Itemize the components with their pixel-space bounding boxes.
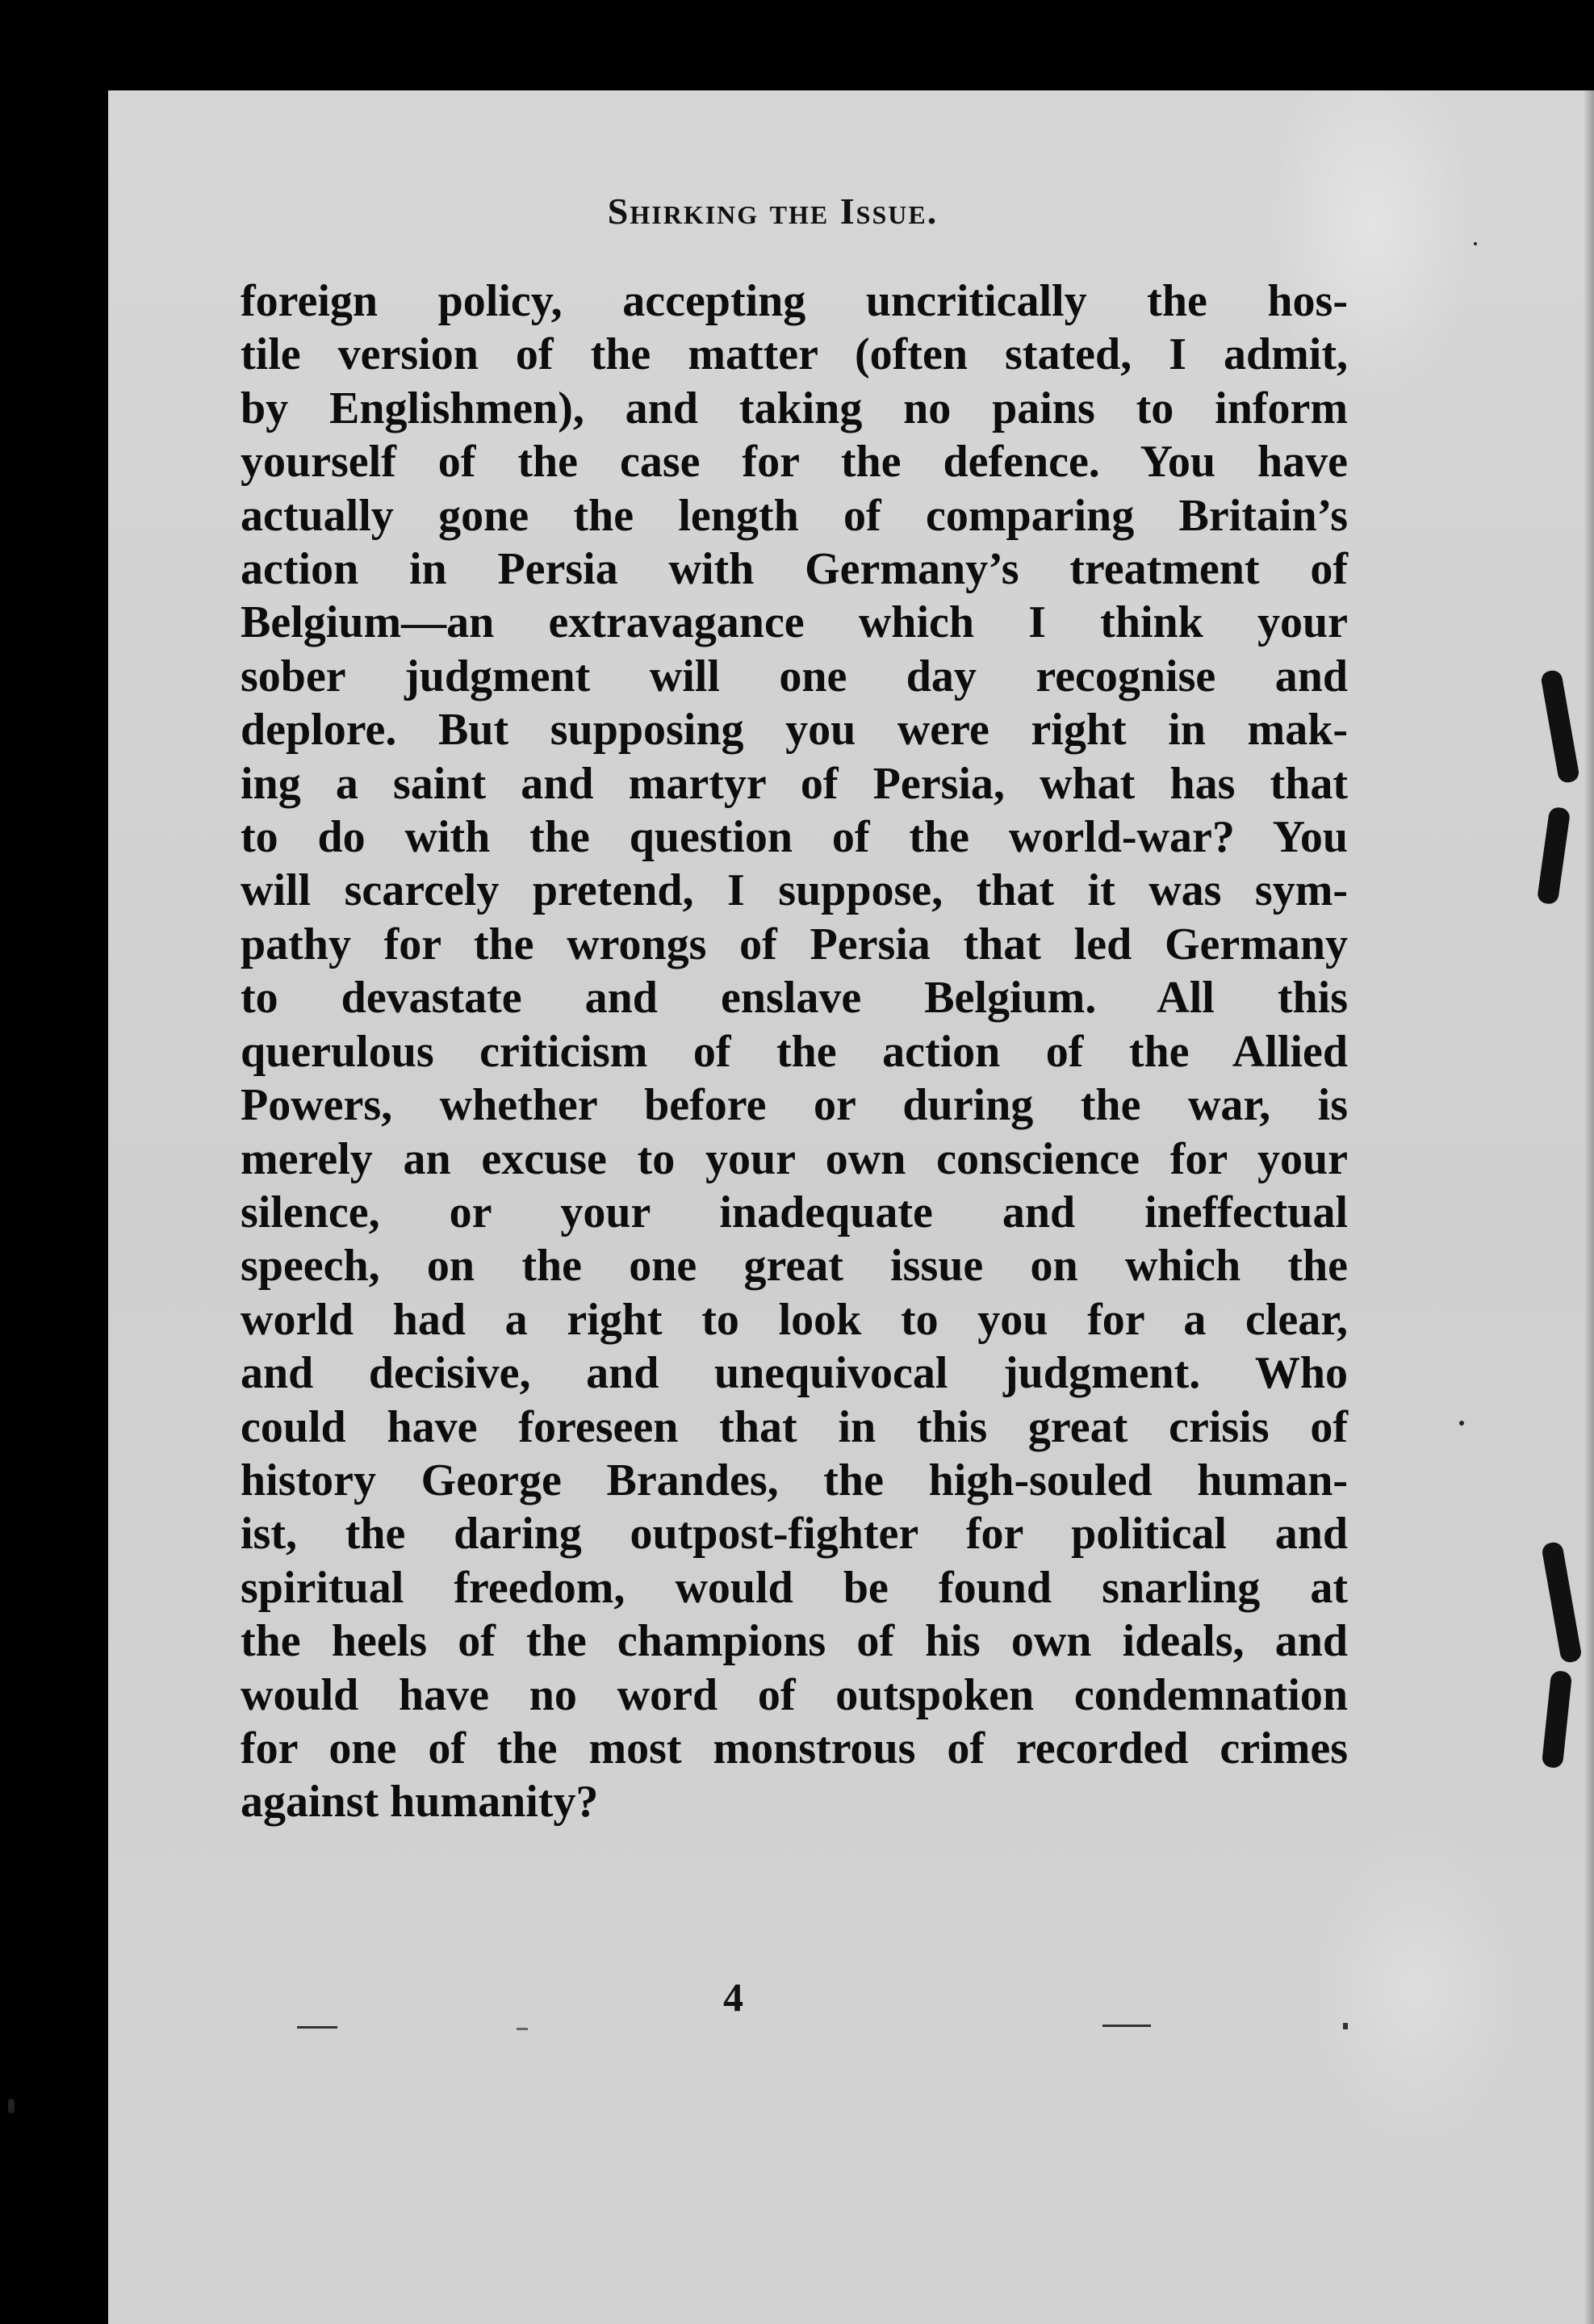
text-line: tile version of the matter (often stated, I admit, (241, 329, 1348, 380)
text-line: to devastate and enslave Belgium. All this (241, 973, 1348, 1024)
text-line: deplore. But supposing you were right in mak- (241, 705, 1348, 756)
text-line: sober judgment will one day recognise and (241, 651, 1348, 701)
text-line: spiritual freedom, would be found snarling at (241, 1562, 1348, 1613)
text-line: to do with the question of the world-war? You (241, 812, 1348, 863)
text-line: actually gone the length of comparing Britain’s (241, 490, 1348, 541)
text-line: by Englishmen), and taking no pains to inform (241, 383, 1348, 433)
text-line: could have foreseen that in this great crisis of (241, 1401, 1348, 1452)
speck (1459, 1421, 1464, 1426)
running-head: Shirking the Issue. (607, 191, 939, 232)
text-line: world had a right to look to you for a clear, (241, 1294, 1348, 1345)
bottom-rule-left-dash (517, 2028, 528, 2030)
text-line: history George Brandes, the high-souled human- (241, 1455, 1348, 1505)
text-line: will scarcely pretend, I suppose, that it was sym- (241, 865, 1348, 916)
bottom-rule-right (1102, 2025, 1151, 2027)
bottom-rule-left (297, 2026, 337, 2029)
text-line: querulous criticism of the action of the Allied (241, 1026, 1348, 1077)
text-line: action in Persia with Germany’s treatment of (241, 544, 1348, 595)
text-line: the heels of the champions of his own ideals, and (241, 1616, 1348, 1667)
text-line: Belgium—an extravagance which I think your (241, 597, 1348, 648)
speck (8, 2099, 15, 2113)
text-line: foreign policy, accepting uncritically the hos- (241, 276, 1348, 326)
text-line: against humanity? (241, 1777, 599, 1828)
bottom-rule-right-dot (1343, 2023, 1348, 2029)
text-line: would have no word of outspoken condemnation (241, 1669, 1348, 1720)
text-line: and decisive, and unequivocal judgment. Who (241, 1348, 1348, 1399)
text-line: merely an excuse to your own conscience for your (241, 1133, 1348, 1184)
text-line: Powers, whether before or during the war, is (241, 1080, 1348, 1131)
text-line: ing a saint and martyr of Persia, what has that (241, 758, 1348, 809)
body-text (241, 274, 1348, 1829)
text-line: speech, on the one great issue on which the (241, 1241, 1348, 1292)
text-line: pathy for the wrongs of Persia that led Germany (241, 919, 1348, 969)
speck (1474, 242, 1477, 245)
text-line: ist, the daring outpost-fighter for political and (241, 1509, 1348, 1560)
text-line: silence, or your inadequate and ineffectual (241, 1187, 1348, 1237)
page-number: 4 (723, 1974, 743, 2020)
text-line: yourself of the case for the defence. You have (241, 437, 1348, 488)
text-line: for one of the most monstrous of recorded crimes (241, 1723, 1348, 1773)
